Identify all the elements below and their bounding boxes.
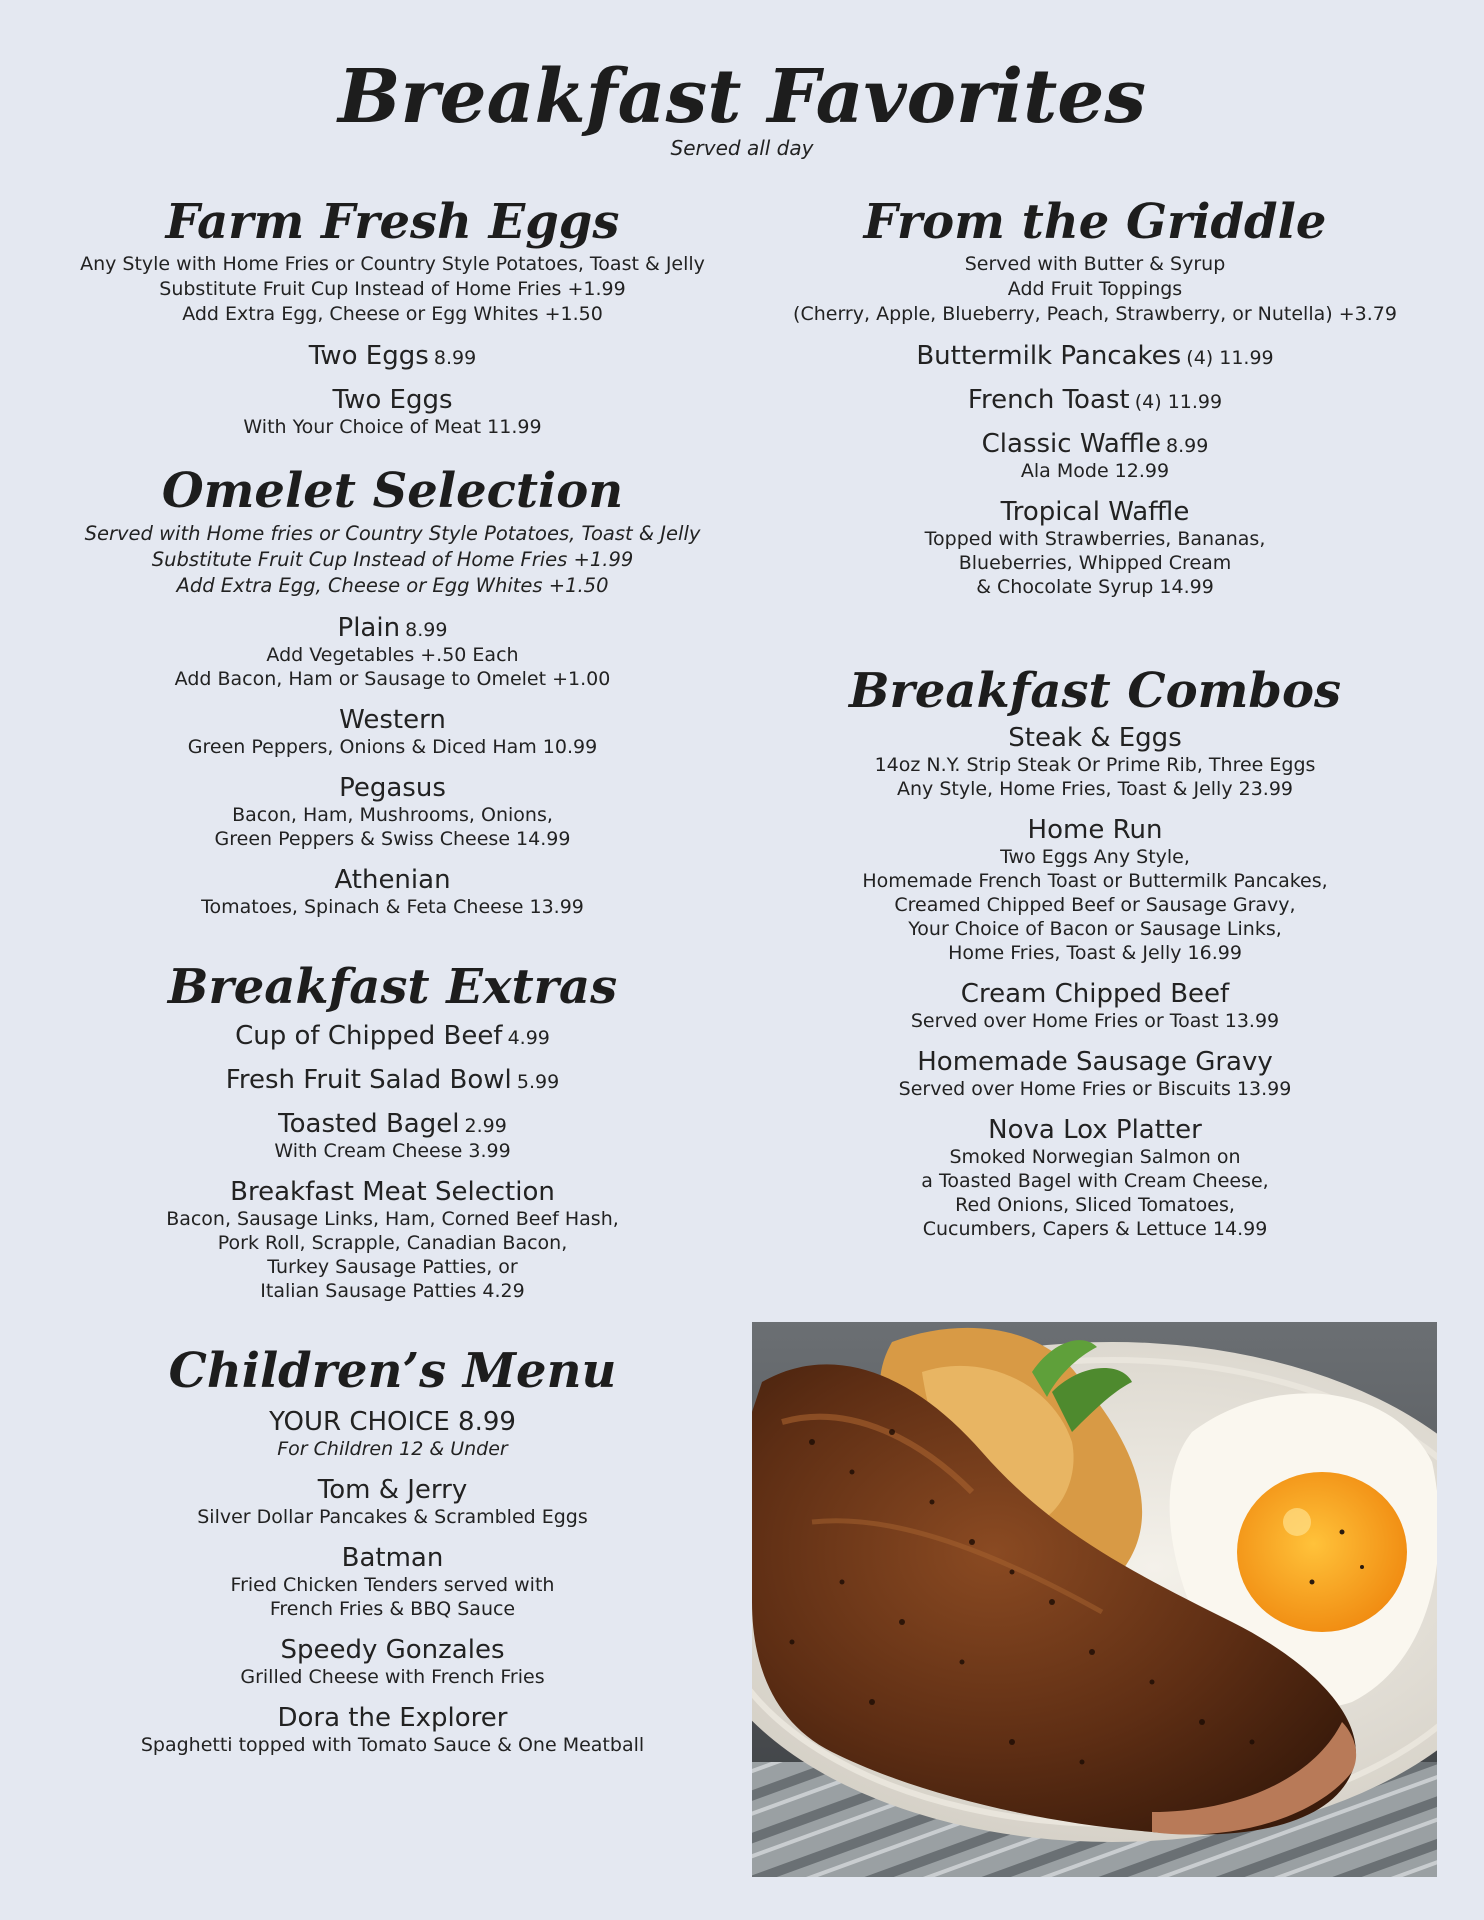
item-desc: Fried Chicken Tenders served with — [230, 1574, 555, 1596]
menu-item — [70, 1703, 715, 1757]
menu-item — [70, 1065, 715, 1095]
steak-and-eggs-photo — [752, 1322, 1437, 1877]
item-desc: Topped with Strawberries, Bananas, — [924, 528, 1266, 550]
item-price: 2.99 — [464, 1115, 507, 1137]
item-name: Cup of Chipped Beef — [235, 1021, 503, 1051]
item-name: Fresh Fruit Salad Bowl — [225, 1065, 512, 1095]
item-price: (4) 11.99 — [1134, 391, 1223, 413]
item-name: Western — [339, 705, 446, 735]
page-subtitle: Served all day — [670, 136, 814, 160]
item-name: Speedy Gonzales — [280, 1635, 505, 1665]
item-desc: French Fries & BBQ Sauce — [269, 1598, 516, 1620]
section-breakfast-extras — [70, 957, 715, 1303]
item-name: Tropical Waffle — [1000, 497, 1190, 527]
item-desc: Silver Dollar Pancakes & Scrambled Eggs — [197, 1506, 588, 1528]
section-breakfast-combos — [780, 661, 1410, 1241]
menu-item — [70, 705, 715, 759]
left-column — [70, 192, 715, 1757]
item-name: Buttermilk Pancakes — [916, 341, 1182, 371]
item-desc: Tomatoes, Spinach & Feta Cheese 13.99 — [201, 896, 584, 918]
item-name: Athenian — [334, 865, 451, 895]
menu-item — [70, 341, 715, 371]
item-name: French Toast — [967, 385, 1130, 415]
item-desc: Add Vegetables +.50 Each — [266, 644, 519, 666]
section-from-the-griddle — [780, 192, 1410, 599]
section-title: Children’s Menu — [168, 1343, 617, 1399]
menu-item — [70, 1109, 715, 1163]
item-desc: Any Style, Home Fries, Toast & Jelly 23.99 — [897, 778, 1293, 800]
menu-item — [70, 865, 715, 919]
right-column — [780, 192, 1410, 1241]
menu-item — [780, 497, 1410, 599]
item-name: Steak & Eggs — [1008, 723, 1182, 753]
item-name: Classic Waffle — [981, 429, 1161, 459]
item-desc: 14oz N.Y. Strip Steak Or Prime Rib, Three Eggs — [874, 754, 1316, 776]
section-note: Any Style with Home Fries or Country Style Potatoes, Toast & Jelly — [80, 253, 705, 275]
item-desc: Grilled Cheese with French Fries — [240, 1666, 545, 1688]
choice-price: YOUR CHOICE 8.99 — [269, 1407, 516, 1437]
section-note: Served with Butter & Syrup — [964, 253, 1226, 275]
menu-item — [780, 979, 1410, 1033]
item-name: Cream Chipped Beef — [960, 979, 1230, 1009]
item-desc: Served over Home Fries or Biscuits 13.99 — [898, 1078, 1292, 1100]
item-desc: With Cream Cheese 3.99 — [274, 1140, 511, 1162]
section-title: Farm Fresh Eggs — [165, 194, 620, 250]
section-farm-fresh-eggs — [70, 192, 715, 439]
item-name: Toasted Bagel — [278, 1109, 460, 1139]
section-note: Served with Home fries or Country Style Potatoes, Toast & Jelly — [84, 522, 701, 545]
item-name: Nova Lox Platter — [988, 1115, 1202, 1145]
item-desc: & Chocolate Syrup 14.99 — [976, 576, 1214, 598]
item-name: Pegasus — [339, 773, 446, 803]
item-desc: Two Eggs Any Style, — [1000, 846, 1190, 868]
menu-item — [70, 1635, 715, 1689]
section-title: From the Griddle — [863, 194, 1327, 250]
section-title: Omelet Selection — [161, 463, 624, 519]
section-note: Add Extra Egg, Cheese or Egg Whites +1.50 — [176, 574, 609, 597]
section-note: Substitute Fruit Cup Instead of Home Fries +1.99 — [151, 548, 634, 571]
item-desc: Add Bacon, Ham or Sausage to Omelet +1.00 — [174, 668, 611, 690]
item-name: Plain — [337, 613, 401, 643]
item-desc: a Toasted Bagel with Cream Cheese, — [921, 1170, 1269, 1192]
menu-item — [780, 1115, 1410, 1241]
item-desc: Italian Sausage Patties 4.29 — [260, 1280, 525, 1302]
item-price: 4.99 — [507, 1027, 550, 1049]
menu-item — [70, 1177, 715, 1303]
item-desc: Green Peppers & Swiss Cheese 14.99 — [214, 828, 571, 850]
item-name: Dora the Explorer — [277, 1703, 508, 1733]
item-desc: Blueberries, Whipped Cream — [958, 552, 1232, 574]
item-desc: Creamed Chipped Beef or Sausage Gravy, — [894, 894, 1296, 916]
steak-and-eggs-illustration — [752, 1322, 1437, 1877]
item-desc: Cucumbers, Capers & Lettuce 14.99 — [922, 1218, 1268, 1240]
item-price: 8.99 — [1166, 435, 1209, 457]
section-note: Substitute Fruit Cup Instead of Home Fries +1.99 — [159, 278, 626, 300]
menu-item — [780, 1047, 1410, 1101]
item-price: 8.99 — [405, 619, 448, 641]
section-note: Add Fruit Toppings — [1007, 278, 1183, 300]
menu-item — [780, 429, 1410, 483]
item-desc: Red Onions, Sliced Tomatoes, — [955, 1194, 1235, 1216]
item-name: Homemade Sausage Gravy — [917, 1047, 1273, 1077]
item-name: Two Eggs — [332, 385, 453, 415]
item-desc: Ala Mode 12.99 — [1020, 460, 1170, 482]
item-name: Home Run — [1027, 815, 1163, 845]
item-desc: Served over Home Fries or Toast 13.99 — [910, 1010, 1280, 1032]
menu-item — [70, 613, 715, 691]
menu-item — [70, 773, 715, 851]
item-desc: Your Choice of Bacon or Sausage Links, — [908, 918, 1282, 940]
section-note: (Cherry, Apple, Blueberry, Peach, Strawberry, or Nutella) +3.79 — [793, 303, 1397, 325]
menu-item — [70, 1021, 715, 1051]
item-desc: Spaghetti topped with Tomato Sauce & One Meatball — [140, 1734, 645, 1756]
item-desc: Turkey Sausage Patties, or — [267, 1256, 518, 1278]
item-desc: Smoked Norwegian Salmon on — [949, 1146, 1241, 1168]
choice-note: For Children 12 & Under — [277, 1438, 508, 1460]
menu-item — [780, 385, 1410, 415]
item-desc: Green Peppers, Onions & Diced Ham 10.99 — [187, 736, 598, 758]
section-note: Add Extra Egg, Cheese or Egg Whites +1.50 — [182, 303, 603, 325]
section-title: Breakfast Combos — [848, 663, 1342, 719]
section-omelet-selection — [70, 461, 715, 919]
menu-item — [70, 1475, 715, 1529]
menu-item — [70, 385, 715, 439]
item-name: Tom & Jerry — [317, 1475, 468, 1505]
item-desc: Bacon, Sausage Links, Ham, Corned Beef Hash, — [166, 1208, 619, 1230]
item-name: Two Eggs — [308, 341, 429, 371]
item-desc: Pork Roll, Scrapple, Canadian Bacon, — [217, 1232, 568, 1254]
item-name: Breakfast Meat Selection — [230, 1177, 555, 1207]
section-childrens-menu — [70, 1341, 715, 1757]
item-price: 8.99 — [433, 347, 477, 369]
item-desc: Homemade French Toast or Buttermilk Pancakes, — [862, 870, 1328, 892]
page-title: Breakfast Favorites — [337, 54, 1147, 140]
item-price: 5.99 — [516, 1071, 560, 1093]
item-desc: With Your Choice of Meat 11.99 — [243, 416, 542, 438]
menu-item — [780, 815, 1410, 965]
item-name: Batman — [341, 1543, 444, 1573]
item-desc: Home Fries, Toast & Jelly 16.99 — [948, 942, 1242, 964]
item-price: (4) 11.99 — [1186, 347, 1274, 369]
item-desc: Bacon, Ham, Mushrooms, Onions, — [232, 804, 553, 826]
section-title: Breakfast Extras — [167, 959, 618, 1015]
menu-item — [780, 723, 1410, 801]
menu-item — [780, 341, 1410, 371]
menu-item — [70, 1543, 715, 1621]
